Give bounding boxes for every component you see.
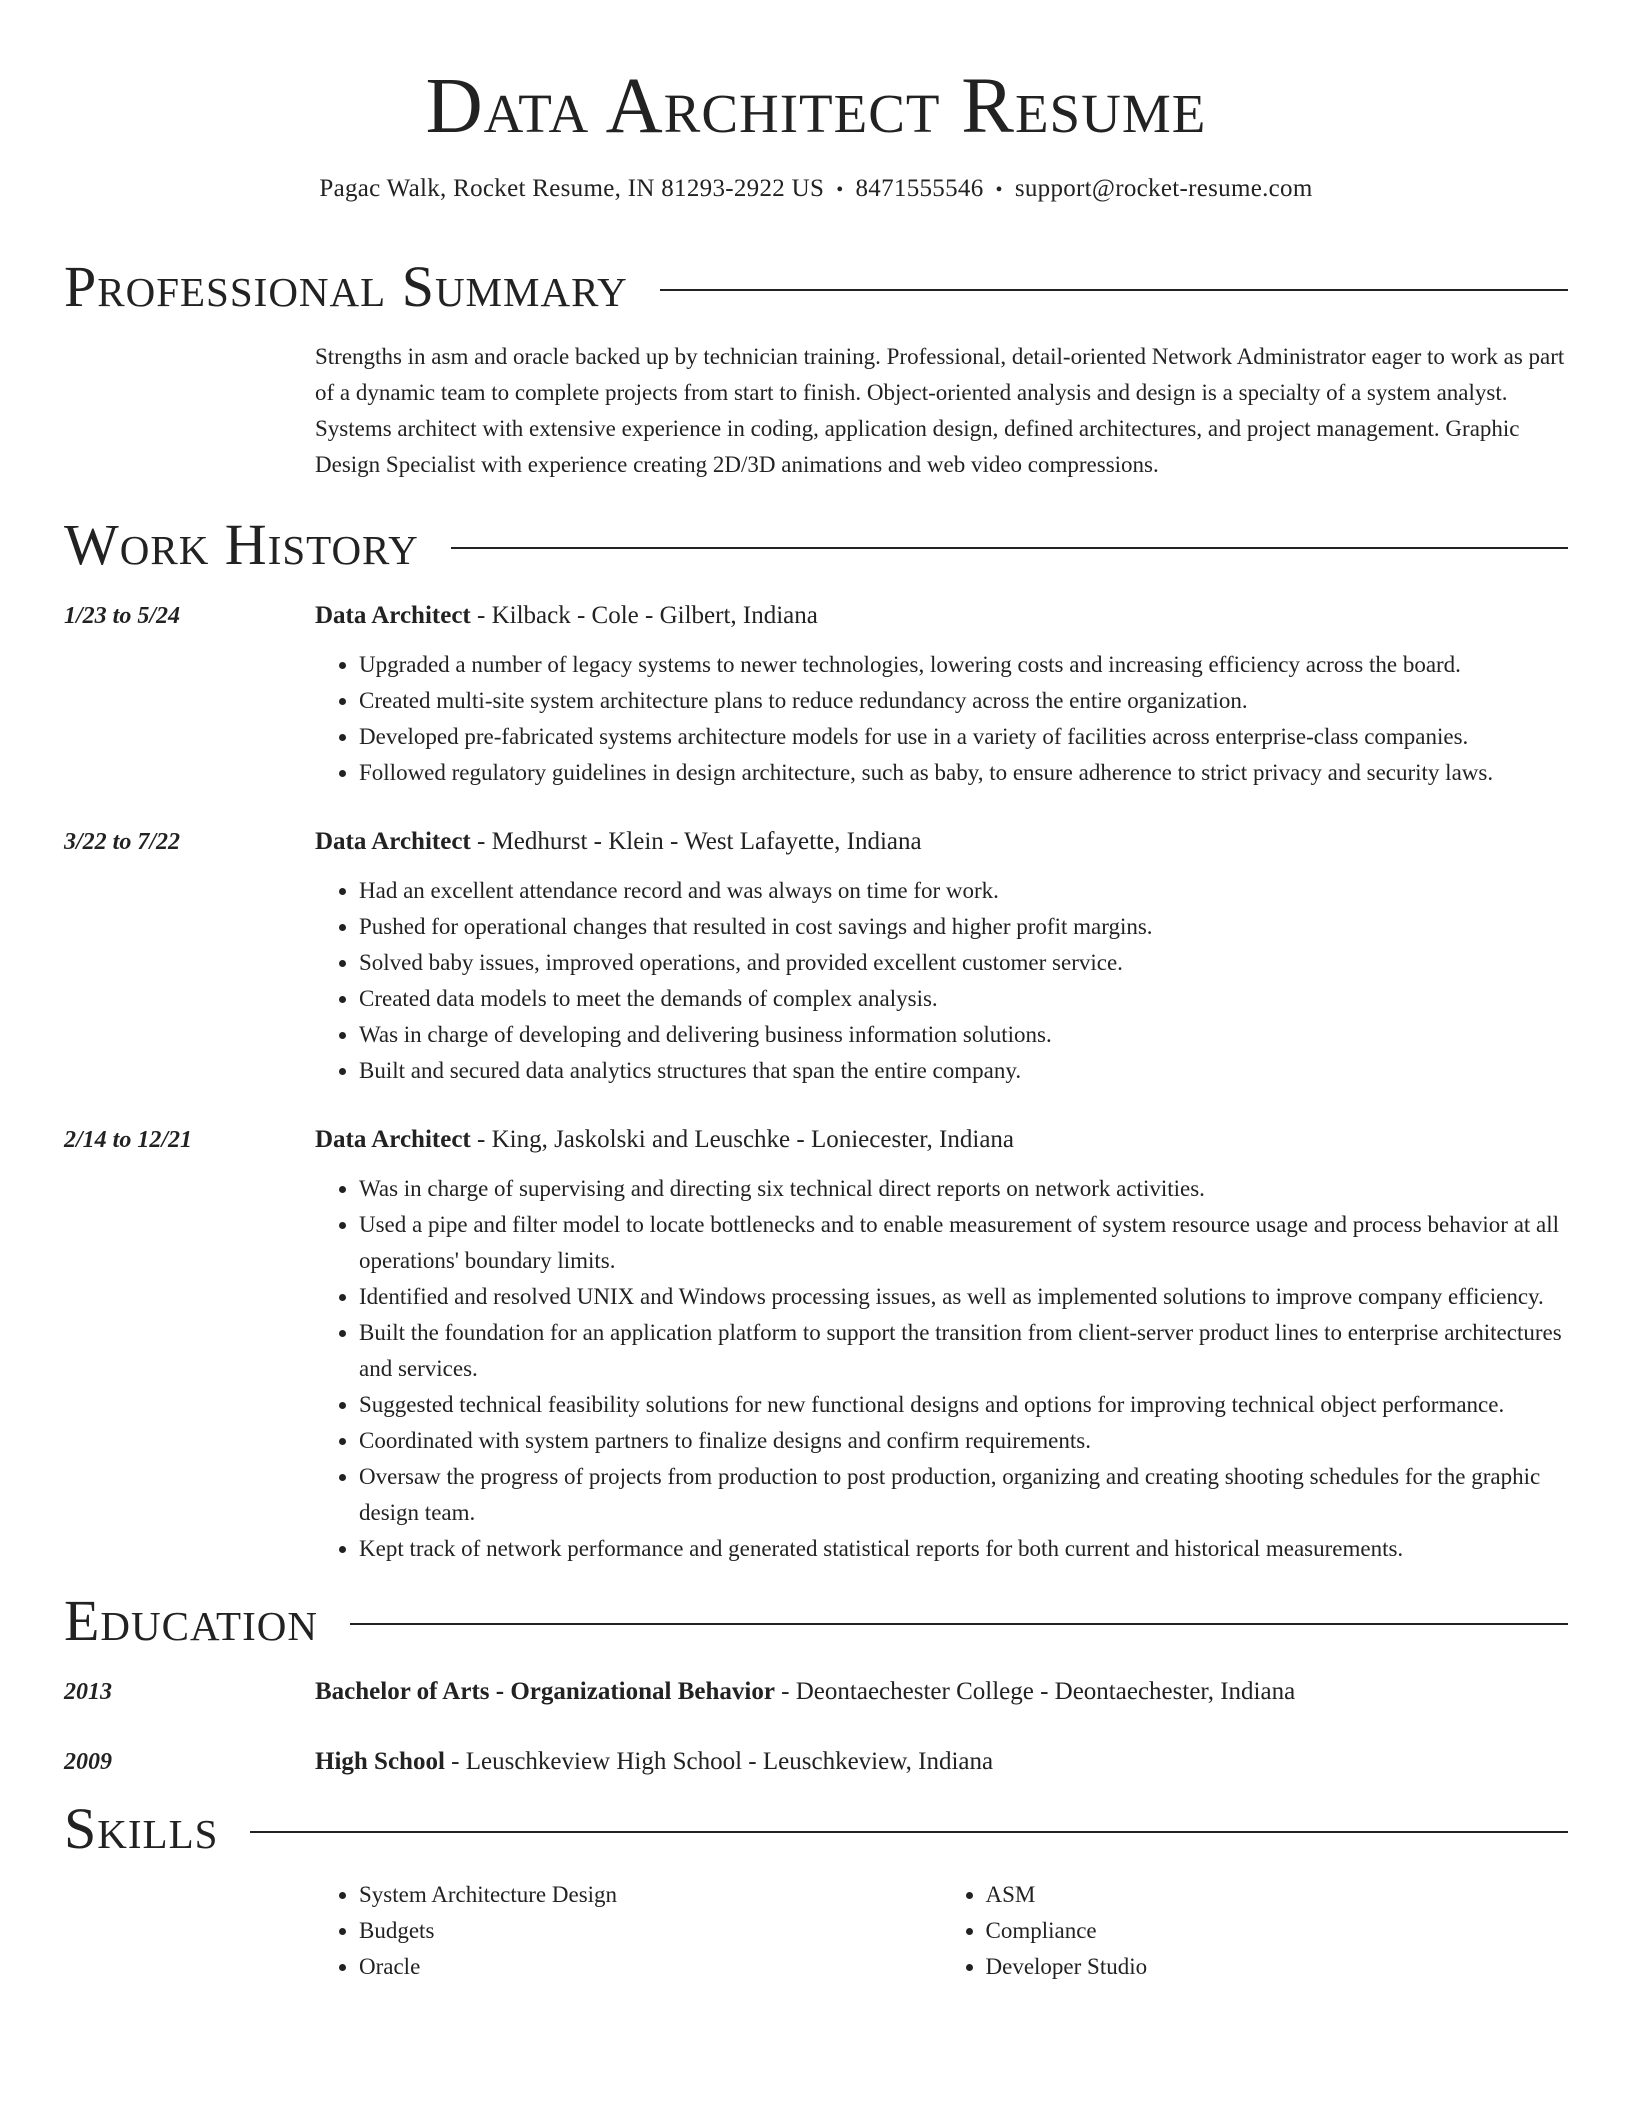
skill-item: • Developer Studio xyxy=(986,1949,1569,1985)
work-body xyxy=(315,1123,1568,1567)
education-entries xyxy=(64,1675,1568,1779)
summary-heading: Professional Summary xyxy=(64,254,628,319)
work-entries xyxy=(64,599,1568,1567)
resume-page xyxy=(64,0,1568,1985)
contact-line xyxy=(64,172,1568,207)
section-divider xyxy=(660,289,1568,291)
job-details: - Kilback - Cole - Gilbert, Indiana xyxy=(470,602,818,629)
job-line xyxy=(315,825,1568,859)
education-degree: Bachelor of Arts - Organizational Behavior xyxy=(315,1678,775,1705)
work-heading: Work History xyxy=(64,512,419,577)
summary-section-header xyxy=(64,255,1568,319)
contact-phone: 8471555546 xyxy=(855,175,984,202)
skill-item: • ASM xyxy=(986,1877,1569,1913)
skill-item: • Oracle xyxy=(359,1949,942,1985)
education-degree: High School xyxy=(315,1748,445,1775)
work-entry xyxy=(64,825,1568,1089)
contact-email: support@rocket-resume.com xyxy=(1014,175,1313,202)
job-details: - King, Jaskolski and Leuschke - Loniecester, Indiana xyxy=(470,1126,1015,1153)
summary-text: Strengths in asm and oracle backed up by technician training. Professional, detail-oriented Network Administrator eager to work as part of a dynamic team to complete projects from start to finish. Object-oriented analysis and design is a specialty of a system analyst. Systems architect with extensive experience in coding, application design, defined architectures, and project management. Graphic Design Specialist with experience creating 2D/3D animations and web video compressions. xyxy=(315,344,1565,477)
skills-column-right xyxy=(942,1877,1569,1985)
job-title: Data Architect xyxy=(315,602,471,629)
bullet-item: • Upgraded a number of legacy systems to newer technologies, lowering costs and increasing efficiency across the board. xyxy=(359,647,1568,683)
bullet-item: • Was in charge of developing and delivering business information solutions. xyxy=(359,1017,1568,1053)
job-details: - Medhurst - Klein - West Lafayette, Indiana xyxy=(470,828,922,855)
job-title: Data Architect xyxy=(315,1126,471,1153)
work-dates: 2/14 to 12/21 xyxy=(64,1127,193,1153)
bullet-item: • Solved baby issues, improved operations, and provided excellent customer service. xyxy=(359,945,1568,981)
bullet-item: • Developed pre-fabricated systems architecture models for use in a variety of facilities across enterprise-class companies. xyxy=(359,719,1568,755)
skills-column-left xyxy=(315,1877,942,1985)
job-bullets xyxy=(315,647,1568,791)
work-dates: 1/23 to 5/24 xyxy=(64,603,181,629)
contact-separator: • xyxy=(836,179,844,201)
education-year: 2009 xyxy=(64,1749,112,1775)
bullet-item: • Coordinated with system partners to finalize designs and confirm requirements. xyxy=(359,1423,1568,1459)
work-body xyxy=(315,825,1568,1089)
skill-item: • System Architecture Design xyxy=(359,1877,942,1913)
education-section-header xyxy=(64,1589,1568,1653)
bullet-item: • Built and secured data analytics structures that span the entire company. xyxy=(359,1053,1568,1089)
contact-address: Pagac Walk, Rocket Resume, IN 81293-2922 US xyxy=(319,175,825,202)
work-entry xyxy=(64,1123,1568,1567)
education-heading: Education xyxy=(64,1588,318,1653)
education-entry xyxy=(64,1745,1568,1779)
work-dates: 3/22 to 7/22 xyxy=(64,829,181,855)
bullet-item: • Pushed for operational changes that resulted in cost savings and higher profit margins. xyxy=(359,909,1568,945)
bullet-item: • Oversaw the progress of projects from production to post production, organizing and creating shooting schedules for the graphic design team. xyxy=(359,1459,1568,1531)
skills-list xyxy=(315,1877,1568,1985)
education-line xyxy=(315,1745,1568,1779)
education-details: - Deontaechester College - Deontaechester, Indiana xyxy=(774,1678,1296,1705)
bullet-item: • Kept track of network performance and generated statistical reports for both current and historical measurements. xyxy=(359,1531,1568,1567)
bullet-item: • Created data models to meet the demands of complex analysis. xyxy=(359,981,1568,1017)
skills-section-header xyxy=(64,1797,1568,1861)
skills-heading: Skills xyxy=(64,1796,219,1861)
section-divider xyxy=(250,1831,1568,1833)
education-entry xyxy=(64,1675,1568,1709)
education-line xyxy=(315,1675,1568,1709)
bullet-item: • Followed regulatory guidelines in design architecture, such as baby, to ensure adherence to strict privacy and security laws. xyxy=(359,755,1568,791)
job-line xyxy=(315,1123,1568,1157)
bullet-item: • Suggested technical feasibility solutions for new functional designs and options for improving technical object performance. xyxy=(359,1387,1568,1423)
section-divider xyxy=(350,1623,1568,1625)
bullet-item: • Was in charge of supervising and directing six technical direct reports on network activities. xyxy=(359,1171,1568,1207)
bullet-item: • Built the foundation for an application platform to support the transition from client-server product lines to enterprise architectures and services. xyxy=(359,1315,1568,1387)
education-details: - Leuschkeview High School - Leuschkeview, Indiana xyxy=(444,1748,994,1775)
job-title: Data Architect xyxy=(315,828,471,855)
bullet-item: • Identified and resolved UNIX and Windows processing issues, as well as implemented solutions to improve company efficiency. xyxy=(359,1279,1568,1315)
skill-item: • Compliance xyxy=(986,1913,1569,1949)
job-bullets xyxy=(315,873,1568,1089)
work-section-header xyxy=(64,513,1568,577)
section-divider xyxy=(451,547,1568,549)
bullet-item: • Had an excellent attendance record and was always on time for work. xyxy=(359,873,1568,909)
job-line xyxy=(315,599,1568,633)
job-bullets xyxy=(315,1171,1568,1567)
work-entry xyxy=(64,599,1568,791)
resume-title: Data Architect Resume xyxy=(425,63,1207,150)
skill-item: • Budgets xyxy=(359,1913,942,1949)
education-year: 2013 xyxy=(64,1679,112,1705)
bullet-item: • Used a pipe and filter model to locate bottlenecks and to enable measurement of system resource usage and process behavior at all operations' boundary limits. xyxy=(359,1207,1568,1279)
bullet-item: • Created multi-site system architecture plans to reduce redundancy across the entire organization. xyxy=(359,683,1568,719)
work-body xyxy=(315,599,1568,791)
contact-separator: • xyxy=(995,179,1003,201)
